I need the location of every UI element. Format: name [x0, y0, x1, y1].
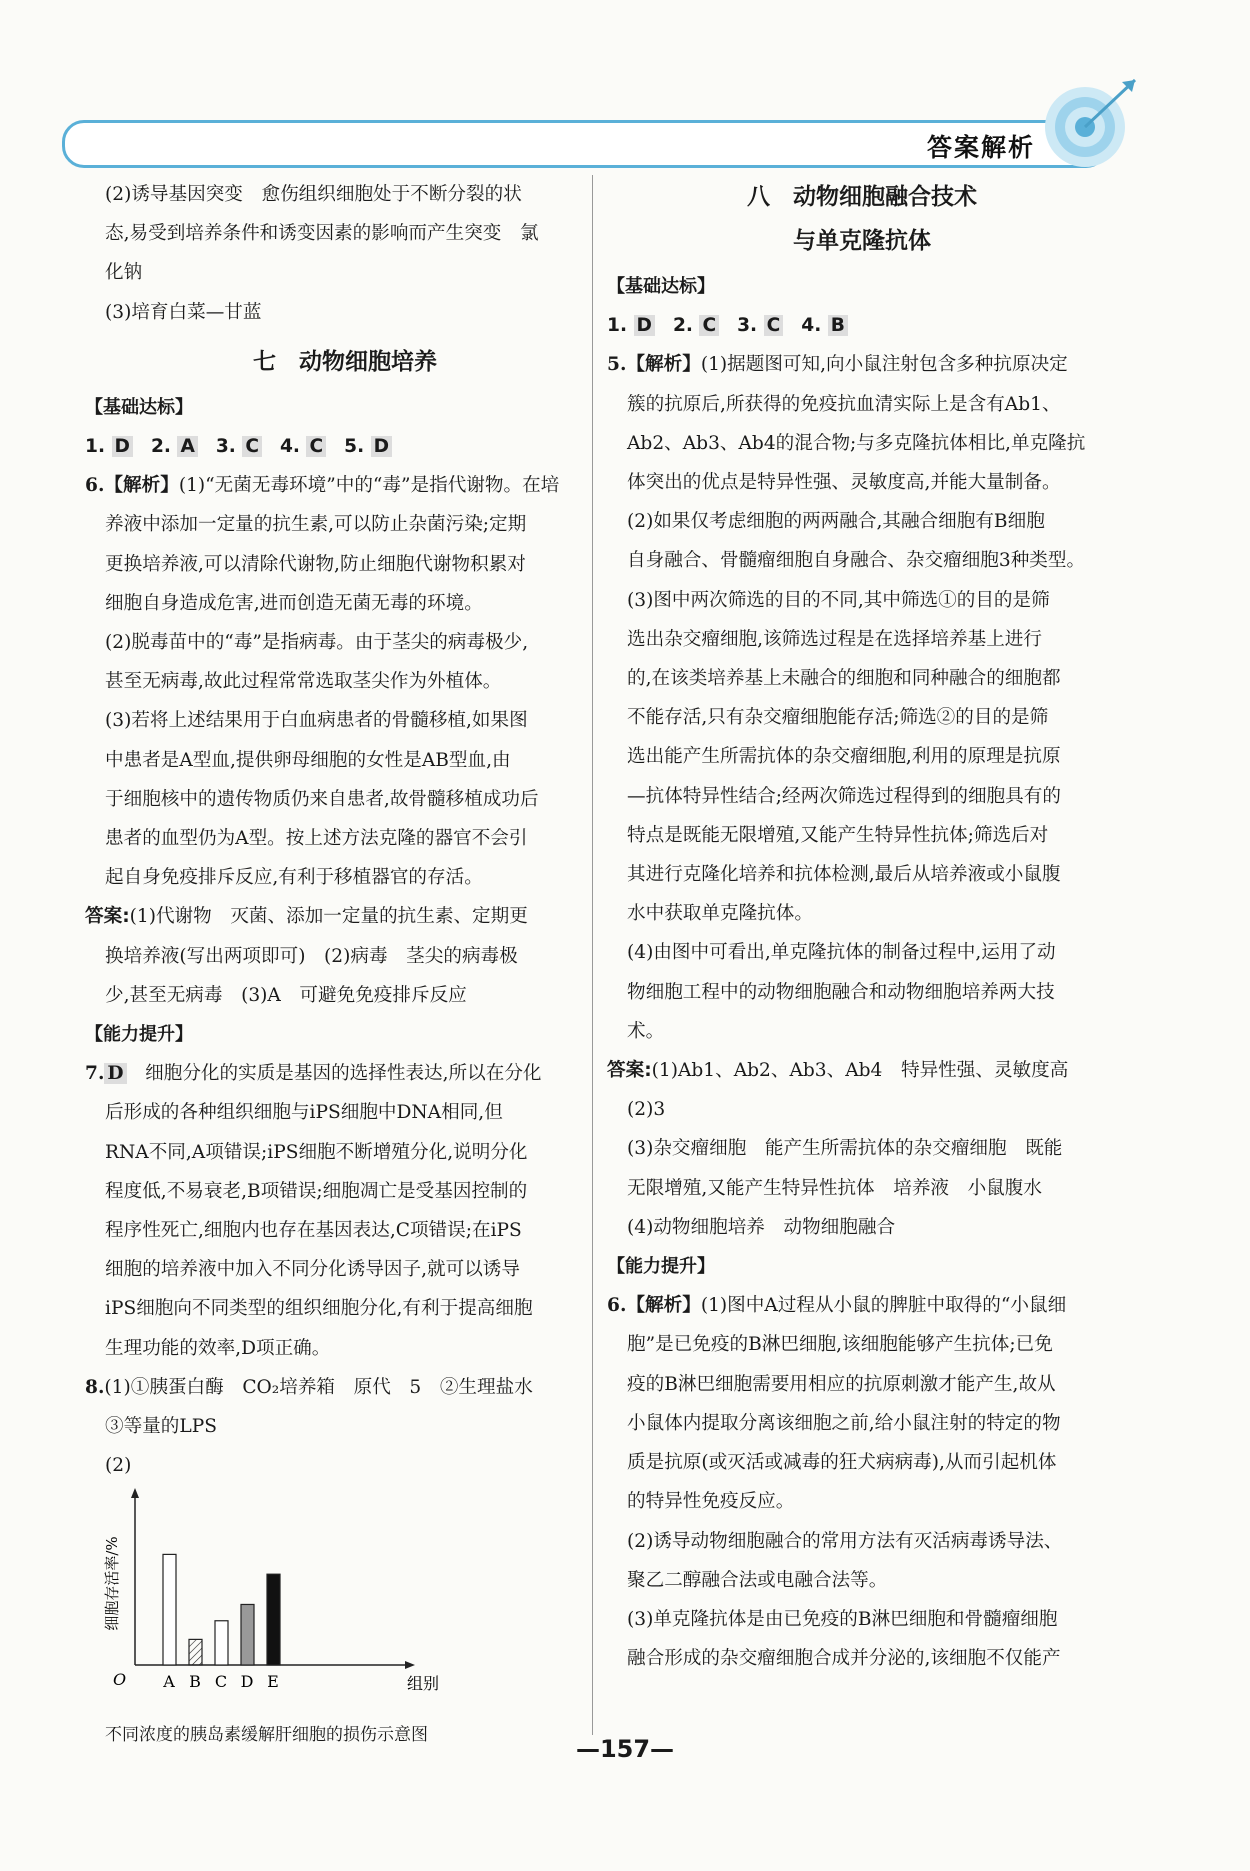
q5-answer-right — [607, 1051, 1097, 1247]
text-line: 簇的抗原后,所获得的免疫抗血清实际上是含有Ab1、 — [627, 393, 1061, 415]
q7 — [85, 1054, 585, 1368]
q8-text — [85, 1377, 585, 1446]
text-line: Ab2、Ab3、Ab4的混合物;与多克隆抗体相比,单克隆抗 — [627, 432, 1086, 454]
basic-answers-right — [607, 306, 1097, 345]
text-line: (3)杂交瘤细胞 能产生所需抗体的杂交瘤细胞 既能 — [627, 1138, 1063, 1160]
section-title-7: 七 动物细胞培养 — [253, 348, 437, 375]
q5-right — [607, 345, 1097, 1051]
text-line: (2)诱导动物细胞融合的常用方法有灭活病毒诱导法、 — [627, 1530, 1063, 1552]
text-line: (1)“无菌无毒环境”中的“毒”是指代谢物。在培 — [178, 475, 560, 497]
text-line: 体突出的优点是特异性强、灵敏度高,并能大量制备。 — [627, 472, 1061, 494]
text-line: 起自身免疫排斥反应,有利于移植器官的存活。 — [105, 867, 483, 889]
text-line: 化钠 — [105, 262, 143, 284]
text-line: (1)据题图可知,向小鼠注射包含多种抗原决定 — [700, 354, 1068, 376]
q8-number: 8. — [85, 1376, 105, 1398]
q7-number: 7. — [85, 1063, 105, 1085]
text-line: 更换培养液,可以清除代谢物,防止细胞代谢物积累对 — [105, 553, 526, 575]
answer-letter: C — [699, 315, 719, 336]
basic-answer-item — [216, 436, 262, 457]
text-line: iPS细胞向不同类型的组织细胞分化,有利于提高细胞 — [105, 1298, 533, 1320]
basic-answer-item — [85, 436, 133, 457]
tag-basic-right: 【基础达标】 — [607, 276, 715, 297]
intro-answers — [105, 175, 585, 332]
answer-number: 5. — [344, 436, 365, 458]
text-line: (3)图中两次筛选的目的不同,其中筛选①的目的是筛 — [627, 589, 1050, 611]
text-line: 胞”是已免疫的B淋巴细胞,该细胞能够产生抗体;已免 — [627, 1334, 1053, 1356]
basic-answer-item — [151, 436, 198, 457]
bar-A — [163, 1554, 176, 1665]
text-line: 聚乙二醇融合法或电融合法等。 — [627, 1569, 888, 1591]
answer-letter: B — [828, 315, 848, 336]
q6-text — [85, 475, 585, 897]
q6-right-number: 6. — [607, 1295, 627, 1317]
answer-letter: D — [371, 436, 392, 457]
text-line: 水中获取单克隆抗体。 — [627, 903, 813, 925]
text-line: 不能存活,只有杂交瘤细胞能存活;筛选②的目的是筛 — [627, 707, 1049, 729]
target-icon — [1040, 72, 1140, 172]
tag-ability-right: 【能力提升】 — [607, 1256, 715, 1278]
tick-label-E: E — [267, 1671, 279, 1691]
y-axis-arrow — [131, 1488, 139, 1498]
text-line: 术。 — [627, 1020, 665, 1042]
left-column — [85, 175, 585, 1755]
basic-answer-item — [280, 436, 326, 457]
tick-label-B: B — [189, 1671, 201, 1691]
q7-letter: D — [104, 1063, 126, 1084]
answer-letter: D — [112, 436, 133, 457]
basic-answer-item — [607, 315, 655, 336]
q8 — [85, 1368, 585, 1446]
q5-text — [607, 354, 1097, 1051]
origin-label: O — [113, 1669, 127, 1689]
q6-right-text — [607, 1295, 1097, 1678]
y-axis-label: 细胞存活率/% — [103, 1535, 121, 1631]
section-title-8-line2: 与单克隆抗体 — [793, 228, 931, 254]
basic-answer-item — [344, 436, 392, 457]
text-line: 其进行克隆化培养和抗体检测,最后从培养液或小鼠腹 — [627, 864, 1061, 886]
text-line: 的,在该类培养基上未融合的细胞和同种融合的细胞都 — [627, 668, 1061, 690]
bar-B — [189, 1639, 202, 1665]
answer-number: 2. — [672, 315, 693, 337]
text-line: (2)如果仅考虑细胞的两两融合,其融合细胞有B细胞 — [627, 511, 1045, 533]
q5-answer-text — [607, 1060, 1097, 1247]
text-line: (2)诱导基因突变 愈伤组织细胞处于不断分裂的状 — [105, 184, 522, 205]
text-line: (2)脱毒苗中的“毒”是指病毒。由于茎尖的病毒极少, — [105, 632, 529, 654]
q8-part2: (2) — [105, 1455, 132, 1477]
text-line: 换培养液(写出两项即可) (2)病毒 茎尖的病毒极 — [105, 945, 518, 967]
text-line: (4)动物细胞培养 动物细胞融合 — [627, 1216, 896, 1238]
survival-rate-chart — [105, 1490, 505, 1700]
basic-answer-item — [673, 315, 719, 336]
bar-C — [215, 1620, 228, 1664]
text-line: 养液中添加一定量的抗生素,可以防止杂菌污染;定期 — [105, 514, 527, 536]
q7-text — [85, 1063, 585, 1368]
text-line: 生理功能的效率,D项正确。 — [105, 1337, 331, 1359]
analysis-label: 【解析】 — [626, 354, 701, 376]
x-axis-label: 组别 — [407, 1673, 440, 1693]
text-line: 小鼠体内提取分离该细胞之前,给小鼠注射的特定的物 — [627, 1412, 1061, 1434]
text-line: 融合形成的杂交瘤细胞合成并分泌的,该细胞不仅能产 — [627, 1648, 1061, 1670]
text-line: 细胞分化的实质是基因的选择性表达,所以在分化 — [126, 1063, 542, 1085]
answer-number: 1. — [85, 436, 106, 458]
text-line: (2)3 — [627, 1099, 666, 1121]
text-line: (1)Ab1、Ab2、Ab3、Ab4 特异性强、灵敏度高 — [651, 1060, 1069, 1082]
page-number: —157— — [575, 1735, 675, 1763]
answer-letter: C — [242, 436, 262, 457]
text-line: (4)由图中可看出,单克隆抗体的制备过程中,运用了动 — [627, 942, 1056, 964]
text-line: RNA不同,A项错误;iPS细胞不断增殖分化,说明分化 — [105, 1141, 528, 1163]
text-line: 选出能产生所需抗体的杂交瘤细胞,利用的原理是抗原 — [627, 746, 1061, 768]
bar-D — [241, 1604, 254, 1665]
tag-basic-left: 【基础达标】 — [85, 396, 193, 418]
tag-ability-left: 【能力提升】 — [85, 1024, 193, 1046]
q6-answer-left — [85, 897, 585, 1015]
q6-answer-text — [85, 906, 585, 1015]
basic-answer-item — [737, 315, 783, 336]
text-line: 后形成的各种组织细胞与iPS细胞中DNA相同,但 — [105, 1102, 503, 1124]
basic-answers-left — [85, 427, 585, 466]
q6-number: 6. — [85, 475, 105, 497]
text-line: 态,易受到培养条件和诱变因素的影响而产生突变 氯 — [105, 223, 539, 245]
answer-label: 答案: — [85, 906, 130, 928]
answer-letter: C — [764, 315, 784, 336]
tick-label-A: A — [163, 1671, 175, 1691]
text-line: 质是抗原(或灭活或减毒的狂犬病病毒),从而引起机体 — [627, 1452, 1057, 1474]
x-axis-arrow — [405, 1661, 415, 1669]
text-line: (1)①胰蛋白酶 CO₂培养箱 原代 5 ②生理盐水 — [104, 1376, 533, 1398]
text-line: 选出杂交瘤细胞,该筛选过程是在选择培养基上进行 — [627, 628, 1042, 650]
text-line: 的特异性免疫反应。 — [627, 1491, 795, 1513]
analysis-label: 【解析】 — [104, 475, 179, 497]
text-line: 程度低,不易衰老,B项错误;细胞凋亡是受基因控制的 — [105, 1180, 528, 1202]
answer-number: 1. — [607, 315, 628, 337]
text-line: 特点是既能无限增殖,又能产生特异性抗体;筛选后对 — [627, 824, 1049, 846]
tick-label-D: D — [240, 1671, 254, 1691]
text-line: 无限增殖,又能产生特异性抗体 培养液 小鼠腹水 — [627, 1177, 1042, 1199]
analysis-label: 【解析】 — [626, 1295, 701, 1317]
bar-E — [267, 1574, 280, 1665]
answer-number: 3. — [737, 315, 758, 337]
text-line: 自身融合、骨髓瘤细胞自身融合、杂交瘤细胞3种类型。 — [627, 550, 1086, 572]
section-title-8-line1: 八 动物细胞融合技术 — [747, 184, 977, 210]
text-line: 中患者是A型血,提供卵母细胞的女性是AB型血,由 — [105, 749, 511, 771]
text-line: 甚至无病毒,故此过程常常选取茎尖作为外植体。 — [105, 671, 502, 693]
text-line: 细胞的培养液中加入不同分化诱导因子,就可以诱导 — [105, 1259, 520, 1281]
q6-left — [85, 466, 585, 897]
q6-right — [607, 1286, 1097, 1678]
text-line: 于细胞核中的遗传物质仍来自患者,故骨髓移植成功后 — [105, 788, 539, 810]
answer-number: 2. — [150, 436, 171, 458]
text-line: 疫的B淋巴细胞需要用相应的抗原刺激才能产生,故从 — [627, 1373, 1056, 1395]
text-line: (1)图中A过程从小鼠的脾脏中取得的“小鼠细 — [700, 1295, 1067, 1317]
text-line: (1)代谢物 灭菌、添加一定量的抗生素、定期更 — [129, 906, 528, 928]
text-line: (3)若将上述结果用于白血病患者的骨髓移植,如果图 — [105, 710, 528, 732]
answer-label: 答案: — [607, 1060, 652, 1082]
text-line: (3)单克隆抗体是由已免疫的B淋巴细胞和骨髓瘤细胞 — [627, 1608, 1058, 1630]
answer-letter: C — [306, 436, 326, 457]
answer-letter: D — [634, 315, 655, 336]
chart-caption: 不同浓度的胰岛素缓解肝细胞的损伤示意图 — [105, 1724, 428, 1745]
text-line: —抗体特异性结合;经两次筛选过程得到的细胞具有的 — [627, 785, 1061, 807]
answer-number: 4. — [279, 436, 300, 458]
answer-number: 3. — [215, 436, 236, 458]
text-line: ③等量的LPS — [105, 1416, 217, 1438]
tick-label-C: C — [214, 1671, 228, 1691]
text-line: 少,甚至无病毒 (3)A 可避免免疫排斥反应 — [105, 984, 467, 1006]
text-line: 患者的血型仍为A型。按上述方法克隆的器官不会引 — [105, 828, 528, 850]
text-line: 细胞自身造成危害,进而创造无菌无毒的环境。 — [105, 592, 483, 614]
column-divider — [592, 175, 594, 1735]
text-line: 程序性死亡,细胞内也存在基因表达,C项错误;在iPS — [105, 1220, 522, 1242]
text-line: (3)培育白菜—甘蓝 — [105, 301, 262, 323]
right-column — [607, 175, 1097, 1678]
basic-answer-item — [801, 315, 848, 336]
header-title: 答案解析 — [926, 133, 1035, 162]
answer-number: 4. — [801, 315, 822, 337]
q5-number: 5. — [607, 354, 627, 376]
text-line: 物细胞工程中的动物细胞融合和动物细胞培养两大技 — [627, 981, 1055, 1003]
answer-letter: A — [177, 436, 197, 457]
